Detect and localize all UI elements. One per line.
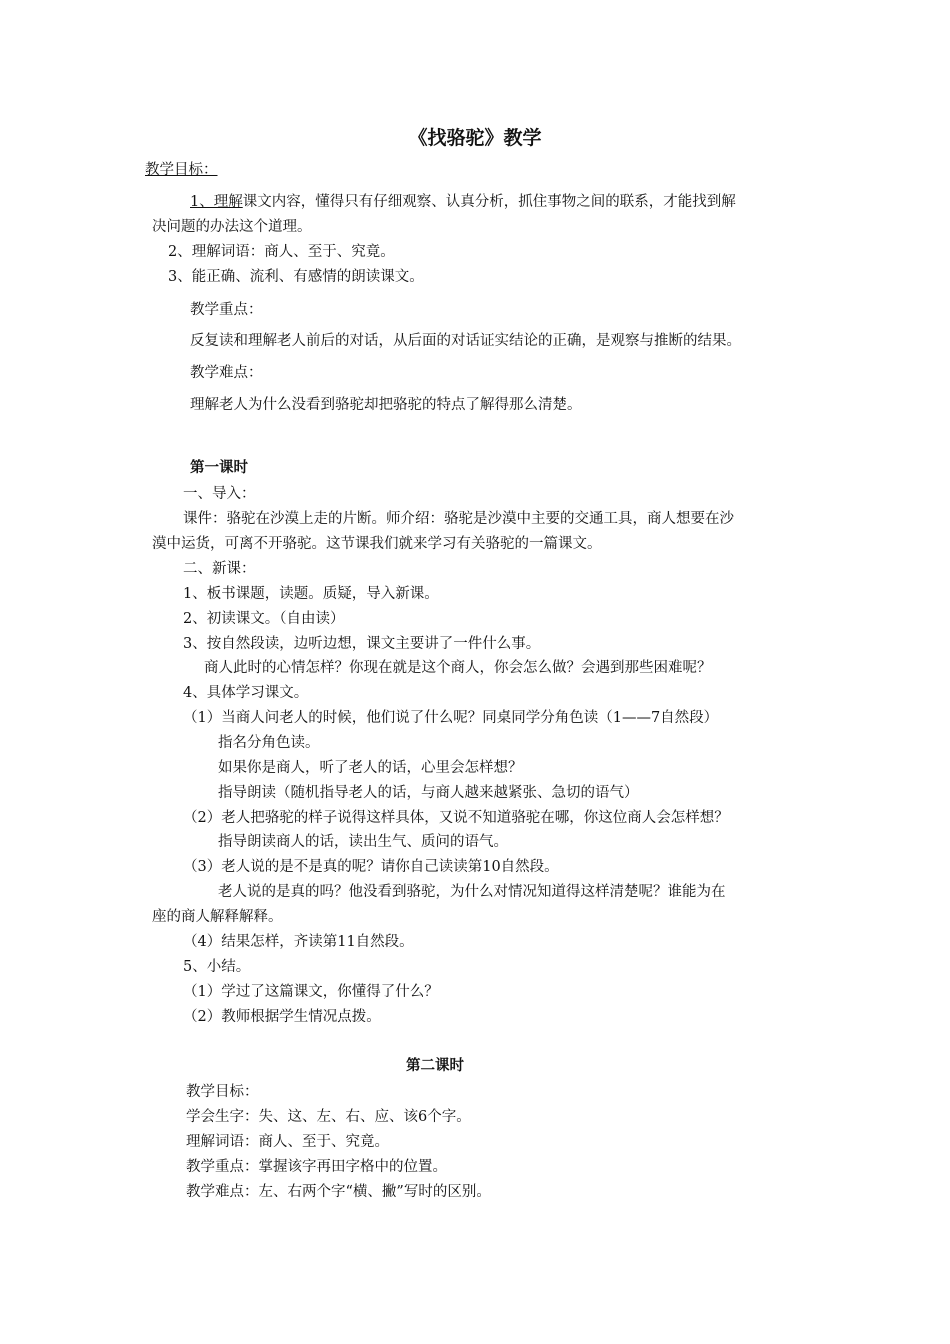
intro-line-2: 漠中运货，可离不开骆驼。这节课我们就来学习有关骆驼的一篇课文。: [152, 536, 602, 552]
objective-1-marker: 1、理解: [190, 194, 243, 210]
new-lesson-heading: 二、新课：: [183, 561, 256, 577]
objective-2: 2、理解词语：商人、至于、究竟。: [168, 244, 395, 260]
lesson-1-heading: 第一课时: [190, 459, 248, 476]
lesson-2-heading: 第二课时: [406, 1057, 464, 1074]
difficulty-text: 理解老人为什么没看到骆驼却把骆驼的特点了解得那么清楚。: [190, 397, 582, 413]
part-2: （2）老人把骆驼的样子说得这样具体，又说不知道骆驼在哪，你这位商人会怎样想？: [183, 810, 729, 826]
lesson-2-learn: 学会生字：失、这、左、右、应、该6个字。: [186, 1109, 471, 1125]
lesson-2-key: 教学重点：掌握该字再田字格中的位置。: [186, 1159, 447, 1175]
intro-line-1: 课件：骆驼在沙漠上走的片断。师介绍：骆驼是沙漠中主要的交通工具，商人想要在沙: [183, 511, 734, 527]
difficulty-heading: 教学难点：: [190, 365, 263, 381]
lesson-2-words: 理解词语：商人、至于、究竟。: [186, 1134, 389, 1150]
key-point-text: 反复读和理解老人前后的对话，从后面的对话证实结论的正确，是观察与推断的结果。: [190, 333, 741, 349]
objective-1-line-1: [190, 192, 736, 212]
part-1-a: 指名分角色读。: [218, 735, 320, 751]
step-3: 3、按自然段读，边听边想，课文主要讲了一件什么事。: [183, 636, 541, 652]
objectives-heading: 教学目标：: [145, 162, 218, 178]
step-1: 1、板书课题，读题。质疑，导入新课。: [183, 586, 439, 602]
part-3-a-line-2: 座的商人解释解释。: [152, 909, 283, 925]
document-title: 《找骆驼》教学: [408, 127, 542, 149]
part-2-a: 指导朗读商人的话，读出生气、质问的语气。: [218, 834, 508, 850]
intro-heading: 一、导入：: [183, 486, 256, 502]
objective-3: 3、能正确、流利、有感情的朗读课文。: [168, 269, 424, 285]
part-1-c: 指导朗读（随机指导老人的话，与商人越来越紧张、急切的语气）: [218, 785, 639, 801]
part-1: （1）当商人问老人的时候，他们说了什么呢？同桌同学分角色读（1——7自然段）: [183, 710, 719, 726]
step-4: 4、具体学习课文。: [183, 685, 309, 701]
summary-2: （2）教师根据学生情况点拨。: [183, 1009, 381, 1025]
step-2: 2、初读课文。（自由读）: [183, 611, 345, 627]
step-3-question: 商人此时的心情怎样？你现在就是这个商人，你会怎么做？会遇到那些困难呢？: [204, 660, 712, 676]
step-5: 5、小结。: [183, 959, 251, 975]
key-point-heading: 教学重点：: [190, 302, 263, 318]
objective-1-line-2: 决问题的办法这个道理。: [152, 219, 312, 235]
part-4: （4）结果怎样，齐读第11自然段。: [183, 934, 414, 950]
part-3: （3）老人说的是不是真的呢？请你自己读读第10自然段。: [183, 859, 559, 875]
objective-1-text: 课文内容，懂得只有仔细观察、认真分析，抓住事物之间的联系，才能找到解: [242, 194, 736, 210]
summary-1: （1）学过了这篇课文，你懂得了什么？: [183, 984, 439, 1000]
part-3-a-line-1: 老人说的是真的吗？他没看到骆驼，为什么对情况知道得这样清楚呢？谁能为在: [218, 884, 726, 900]
part-1-b: 如果你是商人，听了老人的话，心里会怎样想？: [218, 760, 523, 776]
lesson-2-difficulty: 教学难点：左、右两个字“横、撇”写时的区别。: [186, 1184, 491, 1200]
lesson-2-objectives: 教学目标：: [186, 1084, 259, 1100]
